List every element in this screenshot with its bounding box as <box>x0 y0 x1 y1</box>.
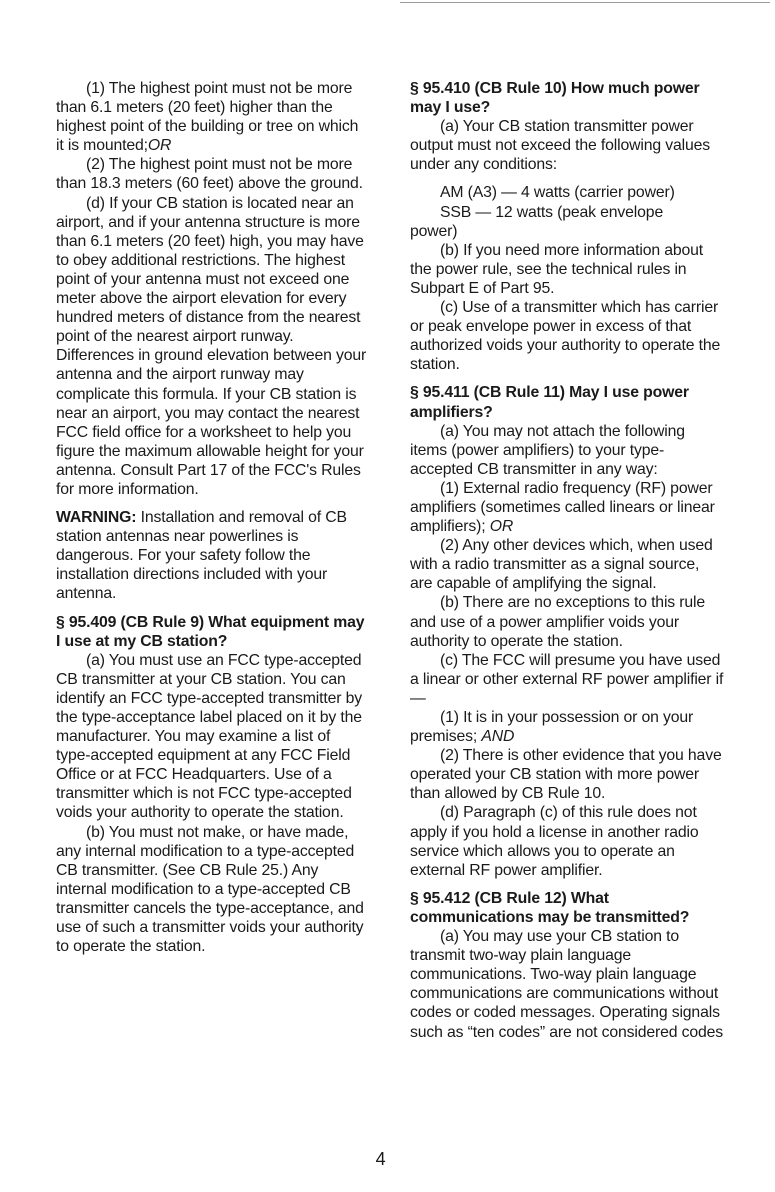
warning-label: WARNING: <box>56 509 137 527</box>
and-emphasis: AND <box>481 728 515 746</box>
section-411-a: (a) You may not attach the following items (power amplifiers) to your type-accepted CB transmitter in any way: <box>410 422 685 478</box>
or-emphasis: OR <box>489 518 514 536</box>
section-409-heading: § 95.409 (CB Rule 9) What equipment may I use at my CB station? <box>56 613 365 650</box>
warning-paragraph <box>56 508 368 603</box>
top-rule <box>400 2 770 3</box>
section-409-a: (a) You must use an FCC type-accepted CB transmitter at your CB station. You can identify an FCC type-accepted transmitter by the type-acceptance label placed on it by the manufacturer. You may examine a list of type-accepted equipment at any FCC Field Office or at FCC Headquarters. Use of a transmitter which is not FCC type-accepted voids your authority to operate the station. <box>56 651 362 822</box>
section-409-b: (b) You must not make, or have made, any internal modification to a type-accepted CB transmitter. (See CB Rule 25.) Any internal modification to a type-accepted CB transmitter cancels the type-acceptance, and use of such a transmitter voids your authority to operate the station. <box>56 823 364 956</box>
am-power-line: AM (A3) — 4 watts (carrier power) <box>440 184 675 202</box>
paragraph-height-2: (2) The highest point must not be more than 18.3 meters (60 feet) above the ground. <box>56 156 363 193</box>
section-410-a: (a) Your CB station transmitter power output must not exceed the following values under any conditions: <box>410 118 711 174</box>
paragraph-text: (1) The highest point must not be more than 6.1 meters (20 feet) higher than the highest point of the building or tree on which it is mounted; <box>56 80 359 155</box>
right-column <box>410 79 724 1042</box>
paragraph-text: (1) External radio frequency (RF) power amplifiers (sometimes called linears or linear amplifiers); <box>410 479 715 536</box>
page-number-text: 4 <box>375 1149 386 1169</box>
section-410-heading: § 95.410 (CB Rule 10) How much power may I use? <box>410 80 700 117</box>
paragraph-text: (1) It is in your possession or on your premises; <box>410 709 694 746</box>
warning-text: Installation and removal of CB station antennas near powerlines is dangerous. For your safety follow the installation directions included with your antenna. <box>56 509 347 603</box>
section-411-c1 <box>410 708 724 746</box>
ssb-power-continued: power) <box>410 222 458 240</box>
ssb-power-line: SSB — 12 watts (peak envelope <box>440 203 664 221</box>
section-410-b: (b) If you need more information about the power rule, see the technical rules in Subpart E of Part 95. <box>410 241 703 297</box>
section-411-a1 <box>410 479 724 536</box>
paragraph-height-1 <box>56 79 368 155</box>
section-411-c2: (2) There is other evidence that you have operated your CB station with more power than allowed by CB Rule 10. <box>410 747 722 803</box>
page-number <box>0 1150 775 1169</box>
left-column <box>56 79 368 956</box>
paragraph-airport: (d) If your CB station is located near an airport, and if your antenna structure is more than 6.1 meters (20 feet) high, you may have to obey additional restrictions. The highest point of your antenna must not exceed one meter above the airport elevation for every hundred meters of distance from the nearest point of the nearest airport runway. Differences in ground elevation between your antenna and the airport runway may complicate this formula. If your CB station is near an airport, you may contact the nearest FCC field office for a worksheet to help you figure the maximum allowable height for your antenna. Consult Part 17 of the FCC's Rules for more information. <box>56 194 367 498</box>
section-411-heading: § 95.411 (CB Rule 11) May I use power amplifiers? <box>410 384 689 421</box>
section-411-a2: (2) Any other devices which, when used with a radio transmitter as a signal source, are capable of amplifying the signal. <box>410 537 713 593</box>
section-412-a: (a) You may use your CB station to transmit two-way plain language communications. Two-way plain language communications are communications without codes or coded messages. Operating signals such as “ten codes” are not considered codes <box>410 928 724 1041</box>
section-410-c: (c) Use of a transmitter which has carrier or peak envelope power in excess of that authorized voids your authority to operate the station. <box>410 299 721 374</box>
section-411-c: (c) The FCC will presume you have used a linear or other external RF power amplifier if — <box>410 651 724 707</box>
section-412-heading: § 95.412 (CB Rule 12) What communications may be transmitted? <box>410 889 690 926</box>
or-emphasis: OR <box>147 137 172 155</box>
section-411-d: (d) Paragraph (c) of this rule does not apply if you hold a license in another radio service which allows you to operate an external RF power amplifier. <box>410 804 699 879</box>
section-411-b: (b) There are no exceptions to this rule and use of a power amplifier voids your authority to operate the station. <box>410 594 706 650</box>
